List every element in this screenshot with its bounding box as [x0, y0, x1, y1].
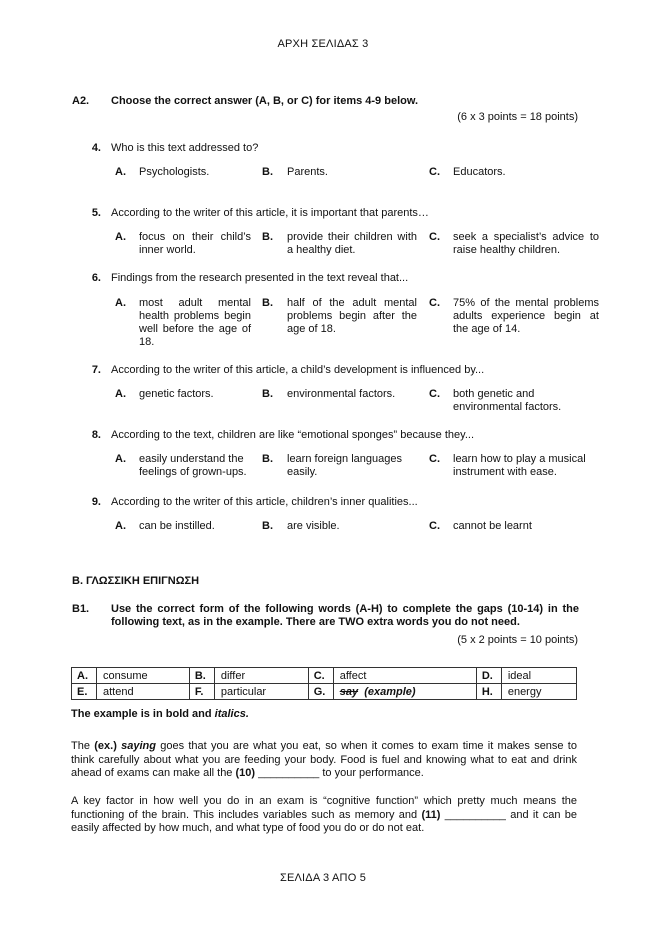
section-a2-number: A2.	[72, 95, 90, 107]
option-letter: B.	[262, 520, 273, 532]
option-text: learn how to play a musical instrument with ease.	[453, 453, 586, 478]
option-letter: B.	[262, 166, 273, 178]
option-letter: A.	[115, 231, 126, 243]
section-b1-instruction: Use the correct form of the following words (A-H) to complete the gaps (10-14) in the following text, as in the example. There are TWO extra words you do not need.	[111, 603, 579, 628]
section-b-title: Β. ΓΛΩΣΣΙΚΗ ΕΠΙΓΝΩΣΗ	[72, 575, 200, 587]
paragraph-start: The	[71, 740, 90, 752]
option-text: can be instilled.	[139, 520, 215, 532]
paragraph-text: A key factor in how well you do in an exam is “cognitive function” which pretty much means the functioning of the brain. This includes variables such as memory and	[71, 795, 577, 821]
option-letter: B.	[262, 453, 273, 465]
question-number: 4.	[91, 142, 101, 154]
option-text: Parents.	[287, 166, 328, 178]
option-letter: A.	[115, 453, 126, 465]
option-text: Educators.	[453, 166, 506, 178]
table-word-example	[333, 684, 476, 700]
option-text: easily understand the feelings of grown-ups.	[139, 453, 247, 478]
table-letter: F.	[189, 684, 214, 700]
option-text: 75% of the mental problems adults experience begin at the age of 14.	[453, 297, 599, 335]
option-letter: A.	[115, 297, 126, 309]
option-text: cannot be learnt	[453, 520, 532, 532]
option-text: Psychologists.	[139, 166, 210, 178]
option-text: most adult mental health problems begin well before the age of 18.	[139, 297, 251, 348]
section-b1-number: B1.	[72, 603, 90, 615]
gap-number: (11)	[421, 808, 441, 821]
option-text: seek a specialist’s advice to raise healthy children.	[453, 231, 599, 256]
table-word: particular	[214, 684, 308, 700]
option-letter: B.	[262, 297, 273, 309]
page-footer: ΣΕΛΙΔΑ 3 ΑΠΟ 5	[279, 872, 367, 884]
table-word: differ	[214, 668, 308, 684]
option-letter: A.	[115, 166, 126, 178]
option-letter: C.	[429, 231, 440, 243]
option-text: provide their children with a healthy diet.	[287, 231, 417, 256]
text-paragraph	[71, 740, 577, 781]
table-word: ideal	[501, 668, 576, 684]
table-letter: C.	[308, 668, 333, 684]
option-letter: A.	[115, 388, 126, 400]
page-header: ΑΡΧΗ ΣΕΛΙΔΑΣ 3	[277, 38, 369, 50]
table-letter: A.	[72, 668, 97, 684]
question-text: According to the writer of this article, it is important that parents…	[111, 207, 429, 219]
question-text: Findings from the research presented in the text reveal that...	[111, 272, 409, 284]
example-label: (example)	[364, 685, 416, 698]
section-a2-instruction: Choose the correct answer (A, B, or C) for items 4-9 below.	[111, 95, 419, 107]
example-note	[71, 708, 249, 720]
question-text: According to the writer of this article, a child’s development is influenced by...	[111, 364, 485, 376]
example-marker: (ex.)	[94, 740, 117, 752]
table-row	[72, 684, 577, 700]
section-a2-points: (6 x 3 points = 18 points)	[457, 111, 578, 123]
example-note-prefix: The example is in bold and	[71, 708, 212, 720]
question-number: 9.	[91, 496, 101, 508]
option-text: learn foreign languages easily.	[287, 453, 402, 478]
option-text: focus on their child’s inner world.	[139, 231, 251, 256]
question-text: According to the text, children are like “emotional sponges” because they...	[111, 429, 474, 441]
table-letter: G.	[308, 684, 333, 700]
question-text: According to the writer of this article, children’s inner qualities...	[111, 496, 418, 508]
table-row	[72, 668, 577, 684]
section-b1-points: (5 x 2 points = 10 points)	[457, 634, 578, 646]
option-letter: B.	[262, 388, 273, 400]
table-letter: H.	[476, 684, 501, 700]
option-letter: C.	[429, 166, 440, 178]
option-text: are visible.	[287, 520, 340, 532]
table-word: attend	[97, 684, 190, 700]
word-table	[71, 667, 577, 700]
option-letter: A.	[115, 520, 126, 532]
question-number: 8.	[91, 429, 101, 441]
option-text: environmental factors.	[287, 388, 396, 400]
table-word: affect	[333, 668, 476, 684]
paragraph-text: goes that you are what you eat, so when it comes to exam time it makes sense to think carefully about what you are feeding your body. Food is fuel and knowing what to eat and drink ahead of exams can make all the	[71, 740, 577, 779]
option-letter: C.	[429, 388, 440, 400]
example-word: say	[339, 685, 359, 698]
option-text: both genetic and environmental factors.	[453, 388, 562, 413]
option-text: half of the adult mental problems begin after the age of 18.	[287, 297, 417, 335]
text-paragraph	[71, 795, 577, 836]
option-letter: B.	[262, 231, 273, 243]
gap-blank: __________ to your performance.	[258, 767, 424, 779]
table-letter: B.	[189, 668, 214, 684]
table-letter: E.	[72, 684, 97, 700]
question-number: 5.	[91, 207, 101, 219]
example-note-emphasis: italics.	[214, 708, 249, 720]
example-answer: saying	[121, 740, 156, 752]
table-word: energy	[501, 684, 576, 700]
option-text: genetic factors.	[139, 388, 214, 400]
gap-number: (10)	[235, 767, 256, 779]
table-word: consume	[97, 668, 190, 684]
option-letter: C.	[429, 297, 440, 309]
option-letter: C.	[429, 453, 440, 465]
gap-blank: __________ and it can be easily affected by how much, and what type of food you do or do not eat.	[71, 808, 577, 834]
question-text: Who is this text addressed to?	[111, 142, 259, 154]
option-letter: C.	[429, 520, 440, 532]
question-number: 6.	[91, 272, 101, 284]
table-letter: D.	[476, 668, 501, 684]
question-number: 7.	[91, 364, 101, 376]
